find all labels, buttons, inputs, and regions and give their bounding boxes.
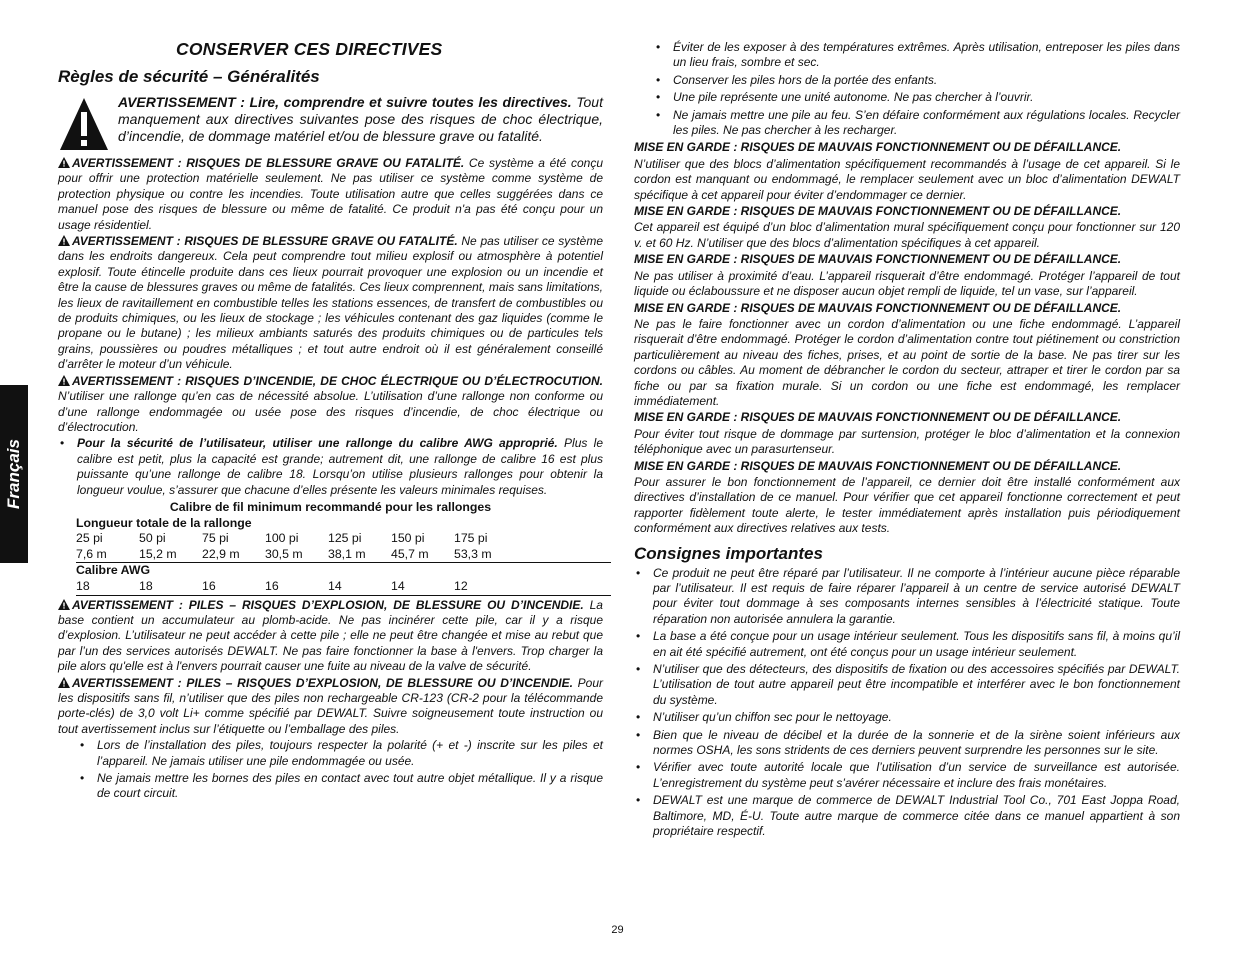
warning-paragraph: AVERTISSEMENT : PILES – RISQUES D’EXPLOSION, DE BLESSURE OU D’INCENDIE. La base contient un accumulateur au plomb-acide. Ne pas incinérer cette pile, car il y a risque d’explosion. L’utilisateur ne peut accéder à cette pile ; elle ne peut être changée et mise au rebut que par l’un des services autorisés DEWALT. Ne pas faire fonctionner la base à l'envers. Trop charger la pile alors qu'elle est à l'envers pourrait causer une fuite au niveau de la valve de sécurité. [58,597,603,674]
table-cell-spacer [517,531,611,547]
table-cell: 100 pi [265,531,299,546]
warning-icon [58,157,70,168]
left-column [58,38,603,804]
table-cell: 14 [328,579,391,595]
caution-heading: MISE EN GARDE : RISQUES DE MAUVAIS FONCTIONNEMENT OU DE DÉFAILLANCE. [634,252,1122,267]
table-cell: 12 [454,579,517,595]
list-item: • Pour la sécurité de l’utilisateur, utiliser une rallonge du calibre AWG approprié. Plus le calibre est petit, plus la capacité est grande; autrement dit, une rallonge de calibre 16 est plus puissante qu’une rallonge de calibre 18. Lorsqu’on utilise plusieurs rallonges pour obtenir la longueur voulue, s’assurer que chacune d’elles présente les valeurs minimales requises. [58,436,603,498]
table-cell: 16 [265,579,328,595]
main-warning [58,94,603,154]
list-item: • Ce produit ne peut être réparé par l’utilisateur. Il ne comporte à l’intérieur aucune pièce réparable par l’utilisateur. Il est requis de faire réparer l’appareil à un centre de service autorisé DEWALT pour éviter tout dommage à ses composants internes sensibles à l’électricité statique. Toute réparation non autorisée annulera la garantie. [634,566,1180,628]
table-cell: 15,2 m [139,547,202,563]
list-item: • N’utiliser qu’un chiffon sec pour le nettoyage. [634,710,1180,725]
list-item: • Bien que le niveau de décibel et la durée de la sonnerie et de la sirène soient inférieurs aux normes OSHA, les sons stridents de ces derniers peuvent surprendre les personnes sur le site. [634,728,1180,759]
table-cell: 50 pi [139,531,166,546]
table-row [76,547,611,563]
table-cell: 150 pi [391,531,425,546]
table-row [76,579,611,595]
awg-label: Calibre AWG [76,563,151,578]
table-cell: 30,5 m [265,547,328,563]
length-label: Longueur totale de la rallonge [76,515,252,530]
table-cell: 14 [391,579,454,595]
right-column [634,40,1180,842]
important-notes-list [634,566,1180,840]
page-number: 29 [611,924,624,936]
table-cell: 75 pi [202,531,229,546]
caution-text: Ne pas utiliser à proximité d’eau. L’appareil risquerait d’être endommagé. Protéger l’appareil de tout liquide ou éclaboussure et ne disposer aucun objet rempli de liquide, tel un vase, sur l’appareil. [634,268,1180,299]
warning-icon [58,375,70,386]
table-cell: 175 pi [454,531,488,546]
warning-icon [58,599,70,610]
caution-heading: MISE EN GARDE : RISQUES DE MAUVAIS FONCTIONNEMENT OU DE DÉFAILLANCE. [634,410,1122,425]
table-cell-spacer [517,579,611,595]
main-warning-text: Tout manquement aux directives suivantes pose des risques de choc électrique, d’incendie, de dommage matériel et/ou de blessure grave ou fatalité. [118,94,603,144]
warning-paragraph: AVERTISSEMENT : RISQUES DE BLESSURE GRAVE OU FATALITÉ. Ce système a été conçu pour offrir une protection matérielle seulement. Ne pas utiliser ce système comme système de protection physique ou contre les incendies. Toute utilisation autre que celles suggérées dans ce manuel pose des risques de blessure ou même de fatalité. Ce produit n'a pas été conçu pour un usage résidentiel. [58,156,603,232]
caution-heading: MISE EN GARDE : RISQUES DE MAUVAIS FONCTIONNEMENT OU DE DÉFAILLANCE. [634,204,1122,219]
main-warning-title: AVERTISSEMENT : Lire, comprendre et suivre toutes les directives. [118,94,572,110]
wire-gauge-table [76,516,611,596]
extension-cord-bullet [58,436,603,498]
table-cell: 45,7 m [391,547,454,563]
list-item: • Ne jamais mettre les bornes des piles en contact avec tout autre objet métallique. Il y a risque de court circuit. [78,771,603,802]
table-cell: 125 pi [328,531,362,546]
caution-heading: MISE EN GARDE : RISQUES DE MAUVAIS FONCTIONNEMENT OU DE DÉFAILLANCE. [634,140,1122,155]
battery-sub-bullets [58,738,603,802]
table-cell: 16 [202,579,265,595]
list-item: • Lors de l’installation des piles, toujours respecter la polarité (+ et -) inscrite sur les piles et l’appareil. Ne jamais utiliser une pile endommagée ou usée. [78,738,603,769]
warning-icon [58,235,70,246]
language-side-tab [0,385,28,563]
list-item: • La base a été conçue pour un usage intérieur seulement. Tous les dispositifs sans fil, à moins qu’il en ait été spécifié autrement, ont été conçus pour un usage intérieur seulement. [634,629,1180,660]
list-item: • Vérifier avec toute autorité locale que l’utilisation d’un service de surveillance est autorisée. L’enregistrement du système peut s’avérer nécessaire et inclure des frais monétaires. [634,760,1180,791]
table-cell: 22,9 m [202,547,265,563]
caution-text: N’utiliser que des blocs d’alimentation spécifiquement recommandés à l’usage de cet appareil. Si le cordon est manquant ou endommagé, le remplacer seulement avec un bloc d’alimentation DEWALT spécifique à cet appareil pour éviter d’endommager ce dernier. [634,156,1180,202]
caution-text: Ne pas le faire fonctionner avec un cordon d’alimentation ou une fiche endommagé. L’appareil risquerait d’être endommagé. Protéger le cordon d’alimentation contre tout piétinement ou constriction particulièrement au niveau des fiches, prises, et au point de sortie de la base. Ne pas tirer sur les cordons ou câbles. Au moment de débrancher le cordon du secteur, attraper et tirer le cordon par sa fiche ou par sa fixation murale. Si un cordon ou une fiche est endommagé, les remplacer immédiatement. [634,316,1180,408]
general-rules-heading: Règles de sécurité – Généralités [58,67,320,86]
table-caption: Calibre de fil minimum recommandé pour les rallonges [169,499,492,514]
warning-paragraph: AVERTISSEMENT : RISQUES D’INCENDIE, DE CHOC ÉLECTRIQUE OU D’ÉLECTROCUTION. N’utiliser une rallonge qu’en cas de nécessité absolue. L’utilisation d’une rallonge non conforme ou d’une rallonge endommagée ou usée pose des risques d’incendie, de choc électrique ou d’électrocution. [58,373,603,434]
warning-paragraph: AVERTISSEMENT : PILES – RISQUES D’EXPLOSION, DE BLESSURE OU D’INCENDIE. Pour les dispositifs sans fil, n’utiliser que des piles non rechargeable CR-123 (CR-2 pour la télécommande porte-clés) de 3,0 volt Li+ comme spécifié par DEWALT. Suivre soigneusement toute instruction ou tout avertissement inclus sur l’étiquette ou l’emballage des piles. [58,675,603,736]
table-cell: 38,1 m [328,547,391,563]
caution-text: Cet appareil est équipé d’un bloc d’alimentation mural spécifiquement conçu pour fonctionner sur 120 v. et 60 Hz. N’utiliser que des blocs d’alimentation spécifiques à cet appareil. [634,220,1180,250]
warning-paragraph: AVERTISSEMENT : RISQUES DE BLESSURE GRAVE OU FATALITÉ. Ne pas utiliser ce système dans les endroits dangereux. Cela peut comprendre tout milieu explosif ou atmosphère à potentiel explosif. Toute étincelle produite dans ces lieux pourrait provoquer une explosion ou un incendie et être la cause de blessures graves ou même de fatalités. Ces lieux comprennent, mais sans limitations, les lieux de ravitaillement en combustible telles les stations essences, de transfert de combustibles ou de produits chimiques, ou les lieux de stockage ; les véhicules contenant des gaz liquides (comme le propane ou le butane) ; les milieux ambiants saturés des produits chimiques ou de particules tels grains, poussières ou poudres métalliques ; et tout autre endroit où il est généralement conseillé d’arrêter le moteur d’un véhicule. [58,234,603,372]
table-row [76,531,611,547]
caution-text: Pour assurer le bon fonctionnement de l’appareil, ce dernier doit être installé conformément aux directives d’installation de ce manuel. Pour vérifier que cet appareil fonctionne correctement et peut rapporter fidèlement toute alerte, le tester immédiatement après installation puis périodiquement conformément aux directives relatives aux tests. [634,474,1180,536]
table-cell: 18 [139,579,202,595]
list-item: • Éviter de les exposer à des températures extrêmes. Après utilisation, entreposer les piles dans un lieu frais, sombre et sec. [654,40,1180,71]
table-cell: 7,6 m [76,547,139,563]
table-cell: 53,3 m [454,547,517,563]
caution-heading: MISE EN GARDE : RISQUES DE MAUVAIS FONCTIONNEMENT OU DE DÉFAILLANCE. [634,458,1122,473]
language-label: Français [4,439,23,509]
list-item: • N’utiliser que des détecteurs, des dispositifs de fixation ou des accessoires spécifiés par DEWALT. L’utilisation de tout autre appareil peut être incompatible et interférer avec le bon fonctionnement du système. [634,662,1180,708]
caution-heading: MISE EN GARDE : RISQUES DE MAUVAIS FONCTIONNEMENT OU DE DÉFAILLANCE. [634,300,1122,315]
list-item: • Une pile représente une unité autonome. Ne pas chercher à l’ouvrir. [654,90,1180,105]
list-item: • Conserver les piles hors de la portée des enfants. [654,73,1180,88]
list-item: • Ne jamais mettre une pile au feu. S’en défaire conformément aux régulations locales. Recycler les piles. Ne pas chercher à les recharger. [654,108,1180,139]
section-heading: CONSERVER CES DIRECTIVES [176,39,443,59]
warning-triangle-icon [58,94,110,154]
table-cell-spacer [517,547,611,563]
list-item: • DEWALT est une marque de commerce de DEWALT Industrial Tool Co., 701 East Joppa Road, Baltimore, MD, É-U. Toute autre marque de commerce citée dans ce manuel appartient à son propriétaire respectif. [634,793,1180,839]
table-cell: 18 [76,579,139,595]
caution-text: Pour éviter tout risque de dommage par surtension, protéger le bloc d’alimentation et la connexion téléphonique avec un parasurtenseur. [634,426,1180,457]
important-notes-heading: Consignes importantes [634,543,823,563]
warning-icon [58,677,70,688]
table-cell: 25 pi [76,531,103,546]
battery-bullets [654,40,1180,138]
